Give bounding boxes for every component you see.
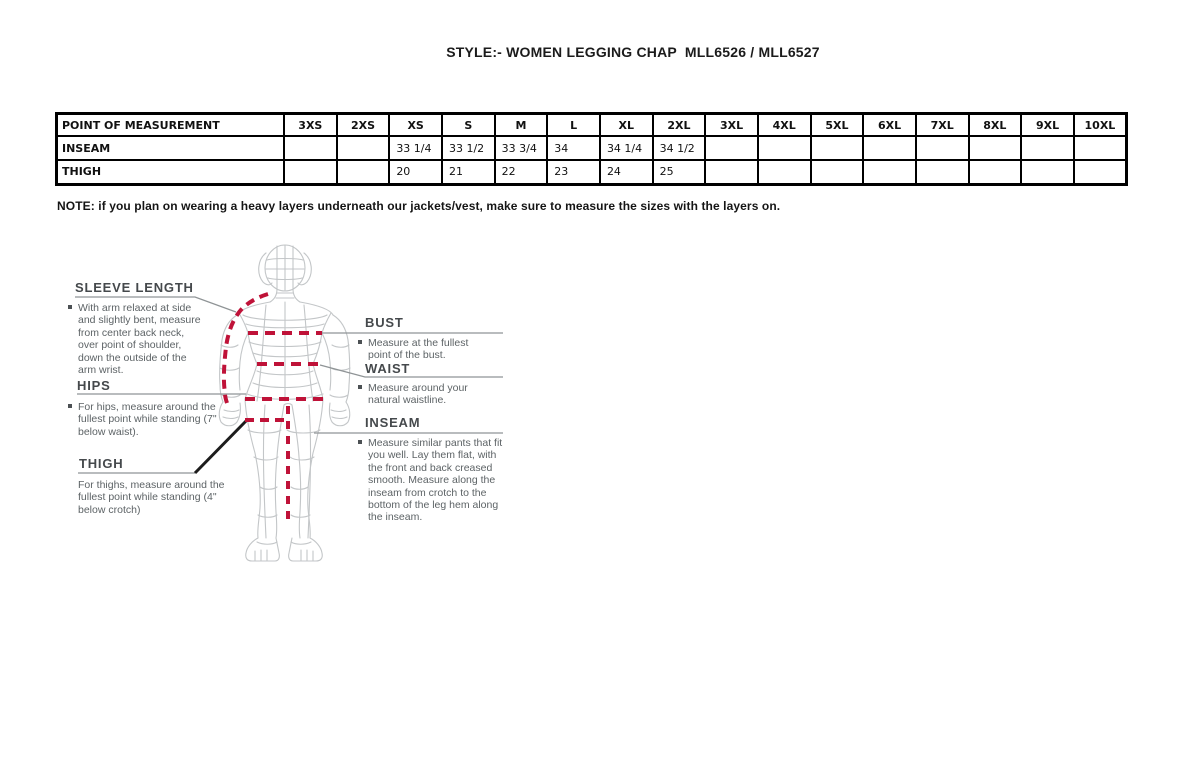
table-row [57,136,1127,160]
size-value-cell [969,136,1022,160]
size-value-cell: 20 [389,160,442,184]
size-table-head [57,114,1127,137]
column-header-point-of-measurement: POINT OF MEASUREMENT [57,114,285,137]
column-header-size: 2XL [653,114,706,137]
size-value-cell [705,136,758,160]
size-value-cell: 22 [495,160,548,184]
size-value-cell: 24 [600,160,653,184]
column-header-size: XL [600,114,653,137]
sleeve-length-description: With arm relaxed at side and slightly bent, measure from center back neck, over point of shoulder, down the outside of the arm wrist. [68,302,202,376]
column-header-size: L [547,114,600,137]
bullet-square-icon [358,340,362,344]
size-value-cell [284,160,337,184]
waist-description: Measure around your natural waistline. [358,382,482,407]
size-value-cell [969,160,1022,184]
body-wireframe [219,245,350,561]
size-value-cell: 34 1/4 [600,136,653,160]
size-value-cell: 25 [653,160,706,184]
column-header-size: 4XL [758,114,811,137]
column-header-size: 5XL [811,114,864,137]
bust-heading: BUST [365,315,404,330]
column-header-size: XS [389,114,442,137]
note-text: NOTE: if you plan on wearing a heavy layers underneath our jackets/vest, make sure to measure the sizes with the layers on. [57,199,781,213]
size-value-cell [284,136,337,160]
size-value-cell [1074,160,1127,184]
size-value-cell: 23 [547,160,600,184]
column-header-size: 3XS [284,114,337,137]
size-value-cell [337,160,390,184]
size-value-cell [758,136,811,160]
column-header-size: 6XL [863,114,916,137]
size-value-cell [758,160,811,184]
size-value-cell [916,136,969,160]
column-header-size: S [442,114,495,137]
thigh-description: For thighs, measure around the fullest point while standing (4" below crotch) [78,479,225,516]
hips-heading: HIPS [77,378,111,393]
size-value-cell [811,160,864,184]
size-table [55,112,1128,186]
column-header-size: 10XL [1074,114,1127,137]
bullet-square-icon [358,440,362,444]
bullet-square-icon [358,385,362,389]
size-table-header-row [57,114,1127,137]
inseam-description: Measure similar pants that fit you well. Lay them flat, with the front and back creased smooth. Measure along the inseam from crotch to the bottom of the leg hem along the inseam. [358,437,510,524]
size-value-cell: 33 1/4 [389,136,442,160]
column-header-size: 3XL [705,114,758,137]
column-header-size: 9XL [1021,114,1074,137]
size-value-cell: 33 3/4 [495,136,548,160]
column-header-size: 2XS [337,114,390,137]
size-value-cell [337,136,390,160]
bust-description: Measure at the fullest point of the bust. [358,337,490,362]
size-value-cell: 21 [442,160,495,184]
size-value-cell: 34 [547,136,600,160]
waist-callout-line [320,365,503,377]
column-header-size: M [495,114,548,137]
table-row [57,160,1127,184]
size-value-cell [1021,136,1074,160]
size-value-cell: 33 1/2 [442,136,495,160]
size-value-cell [863,136,916,160]
row-label: INSEAM [57,136,285,160]
size-value-cell [1074,136,1127,160]
size-value-cell [811,136,864,160]
row-label: THIGH [57,160,285,184]
page-title: STYLE:- WOMEN LEGGING CHAP MLL6526 / MLL6527 [446,44,820,60]
column-header-size: 7XL [916,114,969,137]
size-value-cell [863,160,916,184]
size-value-cell [916,160,969,184]
size-value-cell: 34 1/2 [653,136,706,160]
bullet-square-icon [68,404,72,408]
measurement-diagram [50,225,530,575]
waist-heading: WAIST [365,361,411,376]
thigh-heading: THIGH [79,456,124,471]
size-table-body [57,136,1127,184]
column-header-size: 8XL [969,114,1022,137]
size-value-cell [705,160,758,184]
sleeve-length-heading: SLEEVE LENGTH [75,280,194,295]
size-value-cell [1021,160,1074,184]
bullet-square-icon [68,305,72,309]
hips-description: For hips, measure around the fullest point while standing (7" below waist). [68,401,218,438]
inseam-heading: INSEAM [365,415,421,430]
